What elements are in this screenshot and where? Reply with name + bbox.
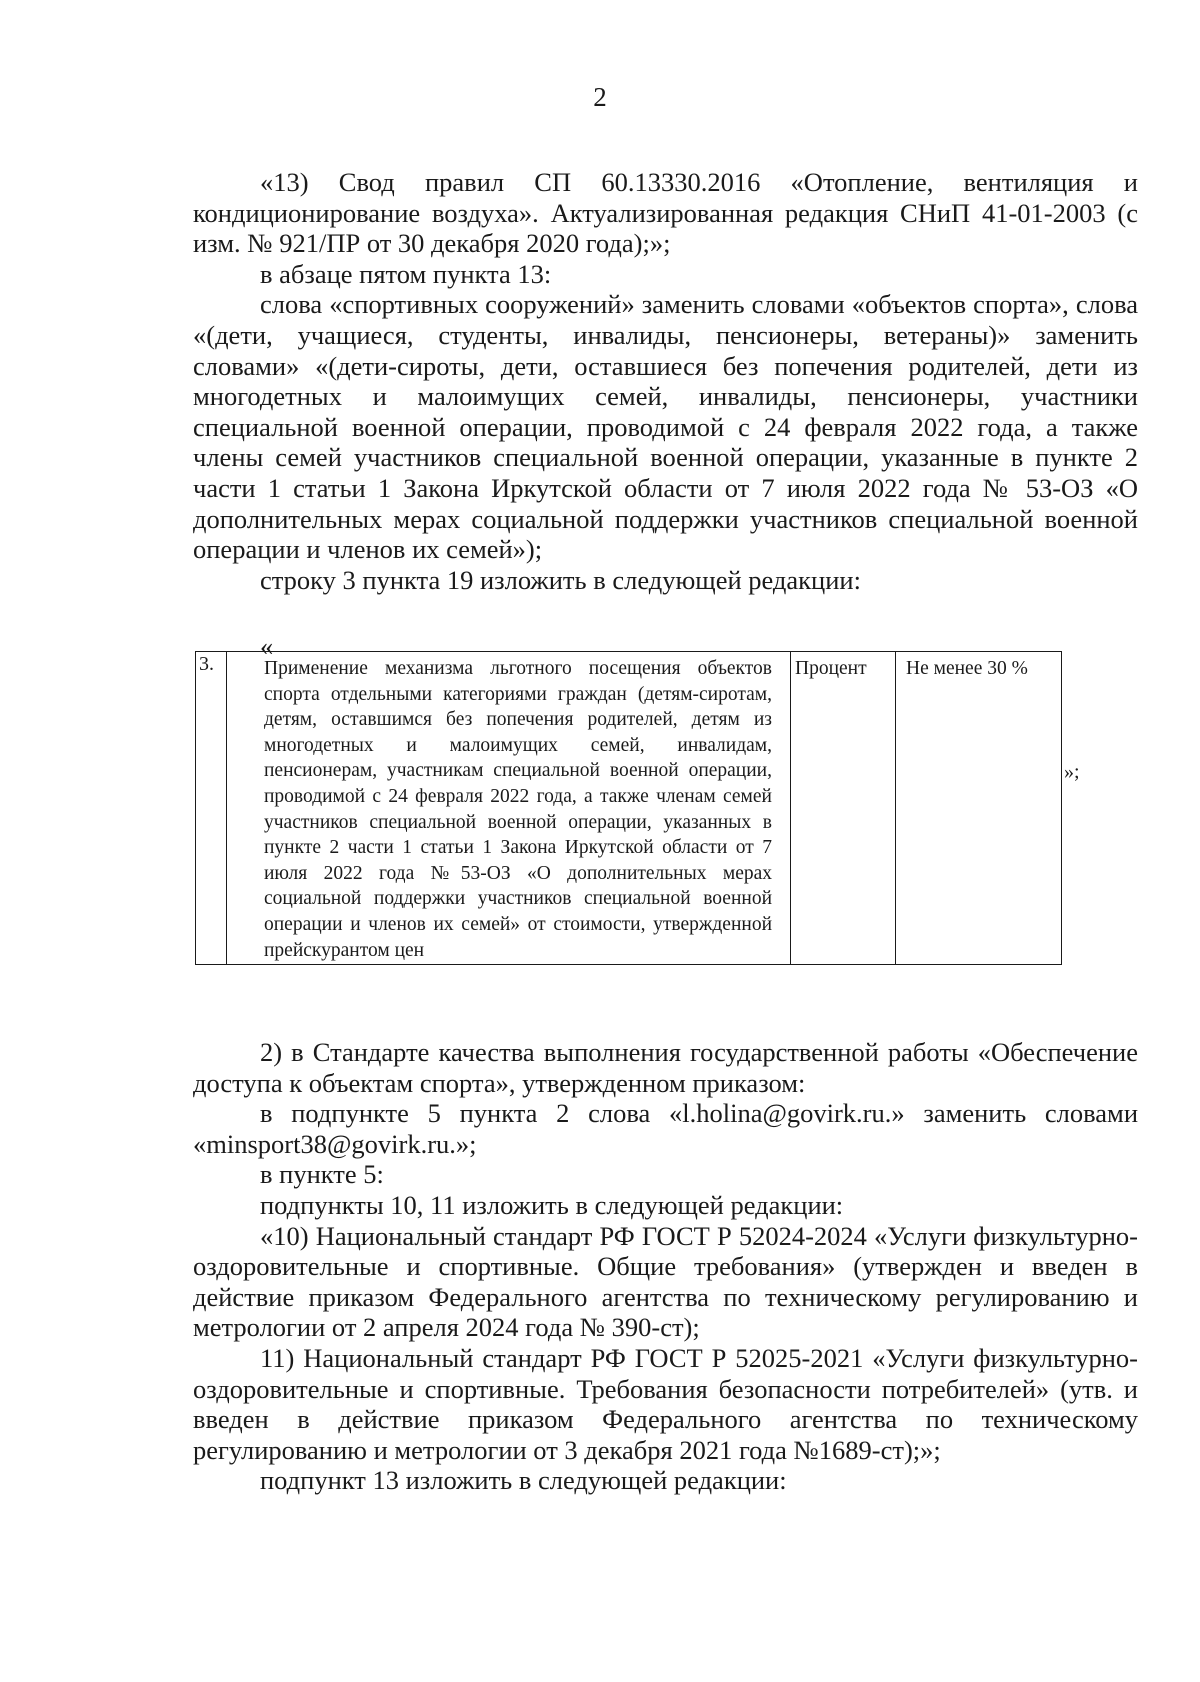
table-description-text: Применение механизма льготного посещения объектов спорта отдельными категориями граждан (детям-сиротам, детям, оставшимся без попечения родителей, детям из многодетных и малоимущих семей, инвалидам, пенсионерам, участникам специальной военной операции, проводимой с 24 февраля 2022 года, а также членам семей участников специальной военной операции, указанных в пункте 2 части 1 статьи 1 Закона Иркутской области от 7 июля 2022 года №53-ОЗ «О дополнительных мерах социальной поддержки участников специальной военной операции и членов их семей» от стоимости, утвержденной прейскурантом цен [264, 658, 772, 961]
table-cell-value [896, 652, 1062, 965]
table-cell-description [227, 652, 791, 965]
paragraph-subitem-13-intro: подпункт 13 изложить в следующей редакции: [260, 1465, 787, 1496]
table-value-text: Не менее 30 % [906, 658, 1028, 679]
amendment-table [195, 651, 1062, 965]
paragraph-words-replacement: слова «спортивных сооружений» заменить словами «объектов спорта», слова «(дети, учащиеся, студенты, инвалиды, пенсионеры, ветераны)» заменить словами» «(дети-сироты, дети, оставшиеся без попечения родителей, дети из многодетных и малоимущих семей, инвалиды, пенсионеры, участники специальной военной операции, проводимой с 24 февраля 2022 года, а также члены семей участников специальной военной операции, указанные в пункте 2 части 1 статьи 1 Закона Иркутской области от 7 июля 2022 года № 53-ОЗ «О дополнительных мерах социальной поддержки участников специальной военной операции и членов их семей»); [193, 289, 1138, 565]
paragraph-item-5: в пункте 5: [260, 1159, 384, 1190]
paragraph-email-replacement: в подпункте 5 пункта 2 слова «l.holina@govirk.ru.» заменить словами «minsport38@govirk.ru.»; [193, 1098, 1138, 1159]
body-text-bottom [193, 1037, 1138, 1496]
paragraph-sp-13: «13) Свод правил СП 60.13330.2016 «Отопление, вентиляция и кондиционирование воздуха». Актуализированная редакция СНиП 41-01-2003 (с изм. № 921/ПР от 30 декабря 2020 года);»; [193, 167, 1138, 259]
paragraph-row-3-intro: строку 3 пункта 19 изложить в следующей редакции: [260, 564, 861, 595]
paragraph-gost-52024: «10) Национальный стандарт РФ ГОСТ Р 52024-2024 «Услуги физкультурно-оздоровительные и спортивные. Общие требования» (утвержден и введен в действие приказом Федерального агентства по техническому регулированию и метрологии от 2 апреля 2024 года № 390-ст); [193, 1220, 1138, 1343]
table-cell-number: 3. [196, 652, 227, 965]
table-cell-unit [791, 652, 896, 965]
table-unit-text: Процент [795, 658, 867, 679]
paragraph-standard-intro: 2) в Стандарте качества выполнения государственной работы «Обеспечение доступа к объектам спорта», утвержденном приказом: [193, 1037, 1138, 1098]
paragraph-item-13-intro: в абзаце пятом пункта 13: [260, 258, 552, 289]
table-row [196, 652, 1062, 965]
body-text-top [193, 167, 1138, 595]
paragraph-gost-52025: 11) Национальный стандарт РФ ГОСТ Р 52025-2021 «Услуги физкультурно-оздоровительные и спортивные. Требования безопасности потребителей» (утв. и введен в действие приказом Федерального агентства по техническому регулированию и метрологии от 3 декабря 2021 года №1689-ст);»; [193, 1342, 1138, 1465]
page-number: 2 [593, 82, 607, 112]
paragraph-subitems-10-11-intro: подпункты 10, 11 изложить в следующей редакции: [260, 1189, 844, 1220]
table-open-quote: « [260, 631, 274, 661]
table-close-quote: »; [1064, 761, 1080, 783]
